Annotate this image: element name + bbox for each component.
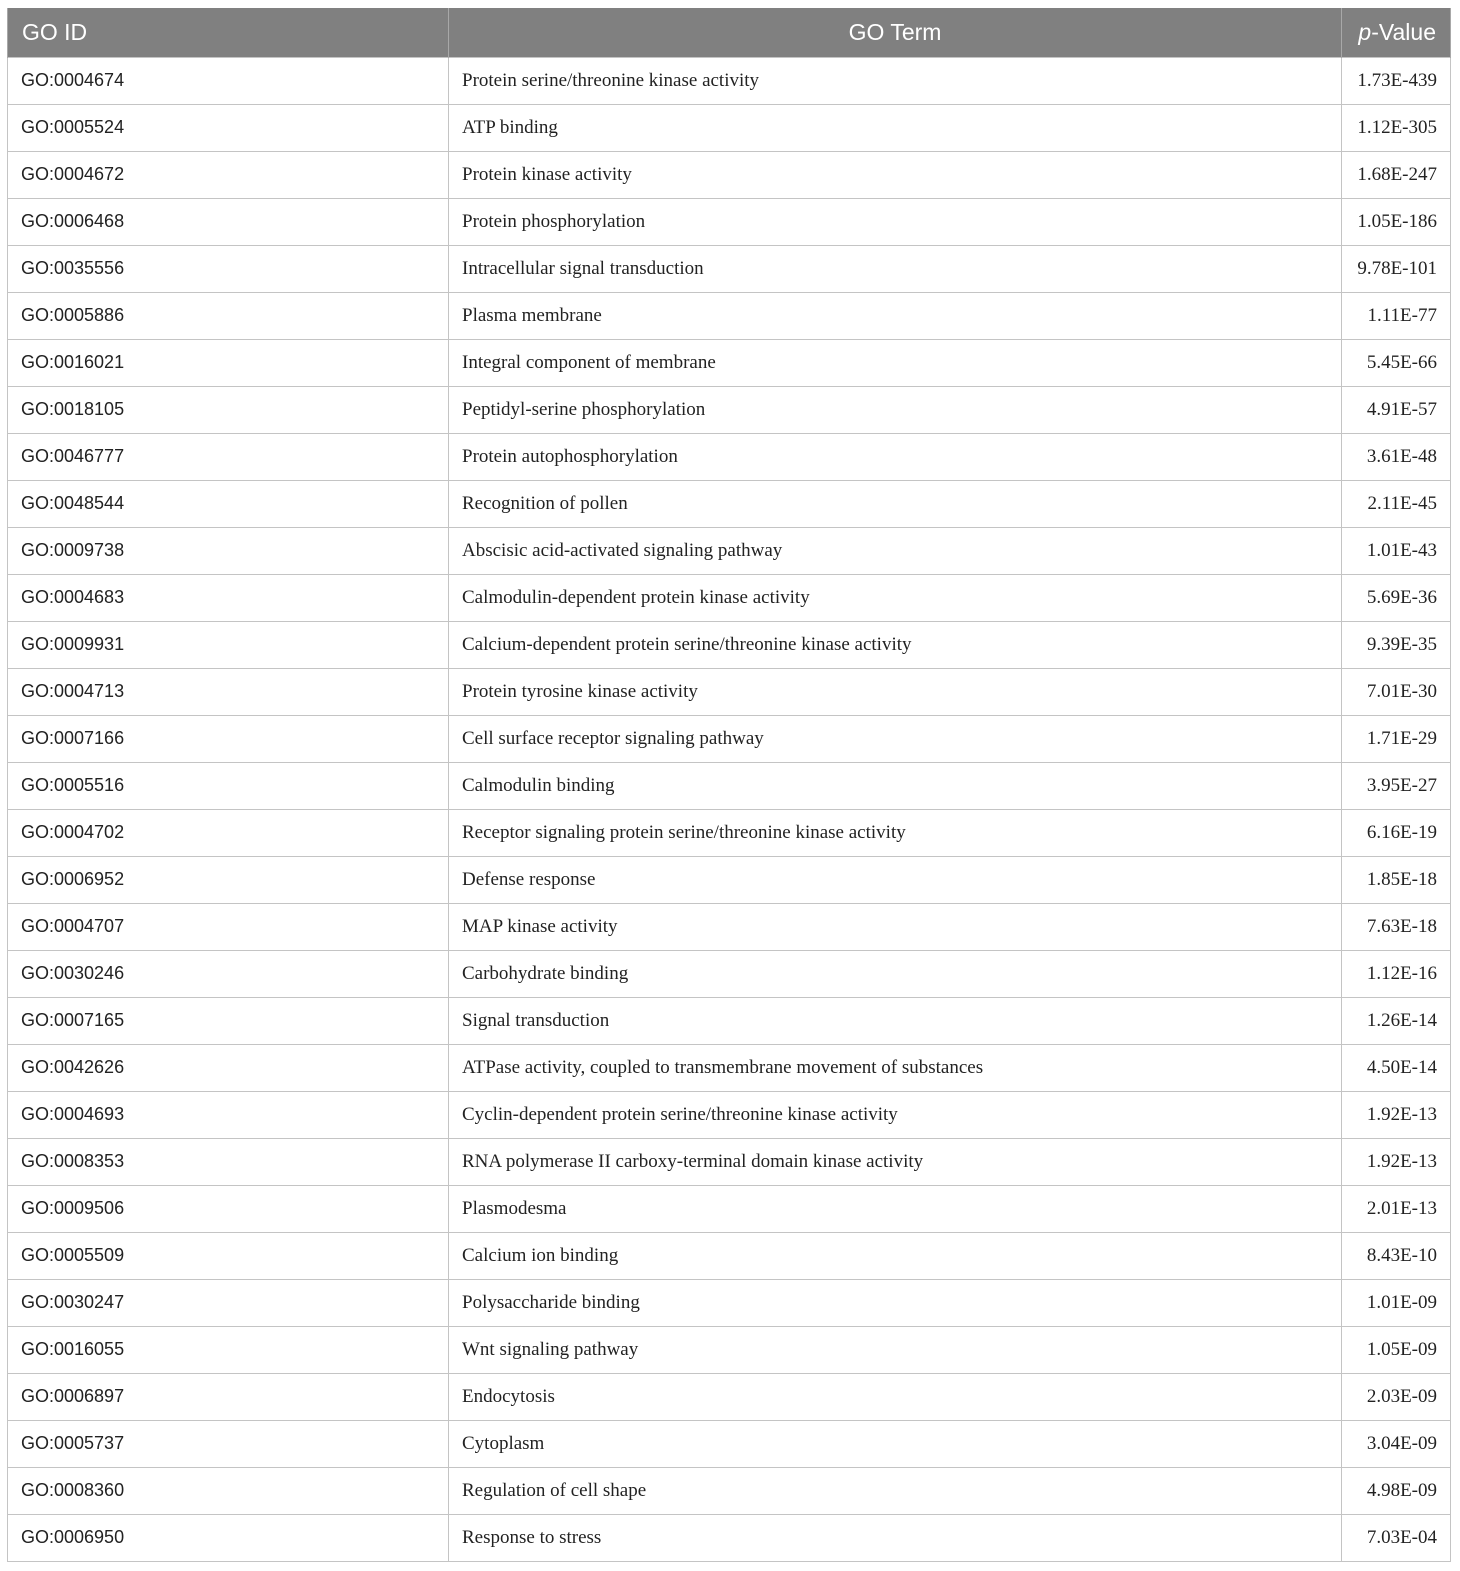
cell-p-value: 3.61E-48 xyxy=(1342,433,1451,480)
cell-p-value: 1.85E-18 xyxy=(1342,856,1451,903)
cell-go-id: GO:0004707 xyxy=(8,903,449,950)
cell-p-value: 1.12E-305 xyxy=(1342,104,1451,151)
cell-go-id: GO:0042626 xyxy=(8,1044,449,1091)
table-row xyxy=(8,621,1451,668)
cell-go-term: Abscisic acid-activated signaling pathway xyxy=(449,527,1342,574)
cell-go-id: GO:0006468 xyxy=(8,198,449,245)
cell-p-value: 2.01E-13 xyxy=(1342,1185,1451,1232)
cell-p-value: 7.63E-18 xyxy=(1342,903,1451,950)
cell-p-value: 1.05E-186 xyxy=(1342,198,1451,245)
cell-go-id: GO:0004672 xyxy=(8,151,449,198)
cell-go-id: GO:0004702 xyxy=(8,809,449,856)
cell-p-value: 3.95E-27 xyxy=(1342,762,1451,809)
cell-p-value: 9.78E-101 xyxy=(1342,245,1451,292)
table-body xyxy=(8,57,1451,1561)
cell-go-term: Cyclin-dependent protein serine/threonine kinase activity xyxy=(449,1091,1342,1138)
cell-go-term: Protein phosphorylation xyxy=(449,198,1342,245)
cell-go-id: GO:0004674 xyxy=(8,57,449,104)
cell-p-value: 1.26E-14 xyxy=(1342,997,1451,1044)
cell-go-id: GO:0009931 xyxy=(8,621,449,668)
cell-go-term: Calmodulin binding xyxy=(449,762,1342,809)
cell-go-id: GO:0005516 xyxy=(8,762,449,809)
cell-go-id: GO:0035556 xyxy=(8,245,449,292)
table-row xyxy=(8,997,1451,1044)
cell-p-value: 1.73E-439 xyxy=(1342,57,1451,104)
table-row xyxy=(8,198,1451,245)
cell-go-term: Response to stress xyxy=(449,1514,1342,1561)
table-row xyxy=(8,433,1451,480)
cell-p-value: 7.01E-30 xyxy=(1342,668,1451,715)
cell-go-term: Intracellular signal transduction xyxy=(449,245,1342,292)
cell-p-value: 7.03E-04 xyxy=(1342,1514,1451,1561)
cell-p-value: 4.91E-57 xyxy=(1342,386,1451,433)
header-p-value-rest: -Value xyxy=(1371,18,1436,45)
cell-go-id: GO:0006952 xyxy=(8,856,449,903)
table-row xyxy=(8,527,1451,574)
cell-go-term: RNA polymerase II carboxy-terminal domain kinase activity xyxy=(449,1138,1342,1185)
cell-go-id: GO:0016021 xyxy=(8,339,449,386)
cell-go-id: GO:0016055 xyxy=(8,1326,449,1373)
cell-go-term: Wnt signaling pathway xyxy=(449,1326,1342,1373)
cell-go-id: GO:0046777 xyxy=(8,433,449,480)
cell-p-value: 1.68E-247 xyxy=(1342,151,1451,198)
cell-p-value: 9.39E-35 xyxy=(1342,621,1451,668)
table-row xyxy=(8,762,1451,809)
table-row xyxy=(8,1091,1451,1138)
cell-p-value: 1.12E-16 xyxy=(1342,950,1451,997)
cell-go-term: Plasmodesma xyxy=(449,1185,1342,1232)
cell-go-term: Integral component of membrane xyxy=(449,339,1342,386)
cell-go-term: Receptor signaling protein serine/threonine kinase activity xyxy=(449,809,1342,856)
cell-go-id: GO:0008360 xyxy=(8,1467,449,1514)
table-row xyxy=(8,1232,1451,1279)
table-row xyxy=(8,715,1451,762)
header-go-term: GO Term xyxy=(449,8,1342,57)
cell-p-value: 1.01E-09 xyxy=(1342,1279,1451,1326)
cell-go-term: Cytoplasm xyxy=(449,1420,1342,1467)
cell-go-term: Protein kinase activity xyxy=(449,151,1342,198)
table-row xyxy=(8,104,1451,151)
cell-go-id: GO:0007165 xyxy=(8,997,449,1044)
table-row xyxy=(8,1420,1451,1467)
cell-go-id: GO:0004713 xyxy=(8,668,449,715)
cell-go-term: MAP kinase activity xyxy=(449,903,1342,950)
cell-go-id: GO:0005886 xyxy=(8,292,449,339)
cell-go-term: Signal transduction xyxy=(449,997,1342,1044)
cell-go-id: GO:0030247 xyxy=(8,1279,449,1326)
cell-go-term: ATPase activity, coupled to transmembrane movement of substances xyxy=(449,1044,1342,1091)
cell-go-id: GO:0048544 xyxy=(8,480,449,527)
table-row xyxy=(8,292,1451,339)
table-row xyxy=(8,1467,1451,1514)
cell-go-term: Peptidyl-serine phosphorylation xyxy=(449,386,1342,433)
table-header xyxy=(8,8,1451,57)
table-row xyxy=(8,245,1451,292)
table-row xyxy=(8,1514,1451,1561)
table-row xyxy=(8,856,1451,903)
table-row xyxy=(8,809,1451,856)
table-row xyxy=(8,1326,1451,1373)
cell-go-term: Plasma membrane xyxy=(449,292,1342,339)
cell-go-term: ATP binding xyxy=(449,104,1342,151)
table-row xyxy=(8,339,1451,386)
cell-go-id: GO:0004683 xyxy=(8,574,449,621)
cell-go-id: GO:0006897 xyxy=(8,1373,449,1420)
cell-p-value: 5.69E-36 xyxy=(1342,574,1451,621)
table-row xyxy=(8,1044,1451,1091)
cell-go-term: Protein autophosphorylation xyxy=(449,433,1342,480)
cell-go-term: Protein serine/threonine kinase activity xyxy=(449,57,1342,104)
cell-p-value: 2.03E-09 xyxy=(1342,1373,1451,1420)
table-row xyxy=(8,1279,1451,1326)
cell-go-term: Calcium-dependent protein serine/threonine kinase activity xyxy=(449,621,1342,668)
cell-p-value: 5.45E-66 xyxy=(1342,339,1451,386)
cell-go-id: GO:0005509 xyxy=(8,1232,449,1279)
table-row xyxy=(8,57,1451,104)
cell-go-term: Calmodulin-dependent protein kinase activity xyxy=(449,574,1342,621)
table-row xyxy=(8,151,1451,198)
go-enrichment-table xyxy=(7,8,1451,1562)
cell-go-term: Carbohydrate binding xyxy=(449,950,1342,997)
table-row xyxy=(8,574,1451,621)
cell-go-term: Polysaccharide binding xyxy=(449,1279,1342,1326)
table-row xyxy=(8,1373,1451,1420)
cell-go-id: GO:0018105 xyxy=(8,386,449,433)
cell-p-value: 4.98E-09 xyxy=(1342,1467,1451,1514)
cell-p-value: 1.05E-09 xyxy=(1342,1326,1451,1373)
table-row xyxy=(8,1185,1451,1232)
cell-go-term: Endocytosis xyxy=(449,1373,1342,1420)
cell-go-id: GO:0030246 xyxy=(8,950,449,997)
cell-go-term: Recognition of pollen xyxy=(449,480,1342,527)
table-row xyxy=(8,1138,1451,1185)
header-go-id: GO ID xyxy=(8,8,449,57)
cell-go-term: Regulation of cell shape xyxy=(449,1467,1342,1514)
header-p-value-italic: p xyxy=(1358,18,1372,45)
cell-p-value: 1.92E-13 xyxy=(1342,1138,1451,1185)
cell-go-id: GO:0009506 xyxy=(8,1185,449,1232)
cell-go-id: GO:0005524 xyxy=(8,104,449,151)
cell-p-value: 4.50E-14 xyxy=(1342,1044,1451,1091)
cell-p-value: 1.11E-77 xyxy=(1342,292,1451,339)
cell-go-id: GO:0004693 xyxy=(8,1091,449,1138)
table-row xyxy=(8,668,1451,715)
cell-p-value: 2.11E-45 xyxy=(1342,480,1451,527)
cell-go-term: Defense response xyxy=(449,856,1342,903)
cell-p-value: 3.04E-09 xyxy=(1342,1420,1451,1467)
table-row xyxy=(8,386,1451,433)
cell-go-id: GO:0007166 xyxy=(8,715,449,762)
cell-go-id: GO:0008353 xyxy=(8,1138,449,1185)
cell-go-id: GO:0009738 xyxy=(8,527,449,574)
table-row xyxy=(8,480,1451,527)
cell-go-id: GO:0005737 xyxy=(8,1420,449,1467)
cell-go-term: Protein tyrosine kinase activity xyxy=(449,668,1342,715)
header-p-value xyxy=(1342,8,1451,57)
cell-go-term: Calcium ion binding xyxy=(449,1232,1342,1279)
table-row xyxy=(8,950,1451,997)
cell-p-value: 6.16E-19 xyxy=(1342,809,1451,856)
header-row xyxy=(8,8,1451,57)
cell-p-value: 1.92E-13 xyxy=(1342,1091,1451,1138)
cell-go-term: Cell surface receptor signaling pathway xyxy=(449,715,1342,762)
table-row xyxy=(8,903,1451,950)
cell-p-value: 8.43E-10 xyxy=(1342,1232,1451,1279)
cell-p-value: 1.71E-29 xyxy=(1342,715,1451,762)
cell-p-value: 1.01E-43 xyxy=(1342,527,1451,574)
cell-go-id: GO:0006950 xyxy=(8,1514,449,1561)
